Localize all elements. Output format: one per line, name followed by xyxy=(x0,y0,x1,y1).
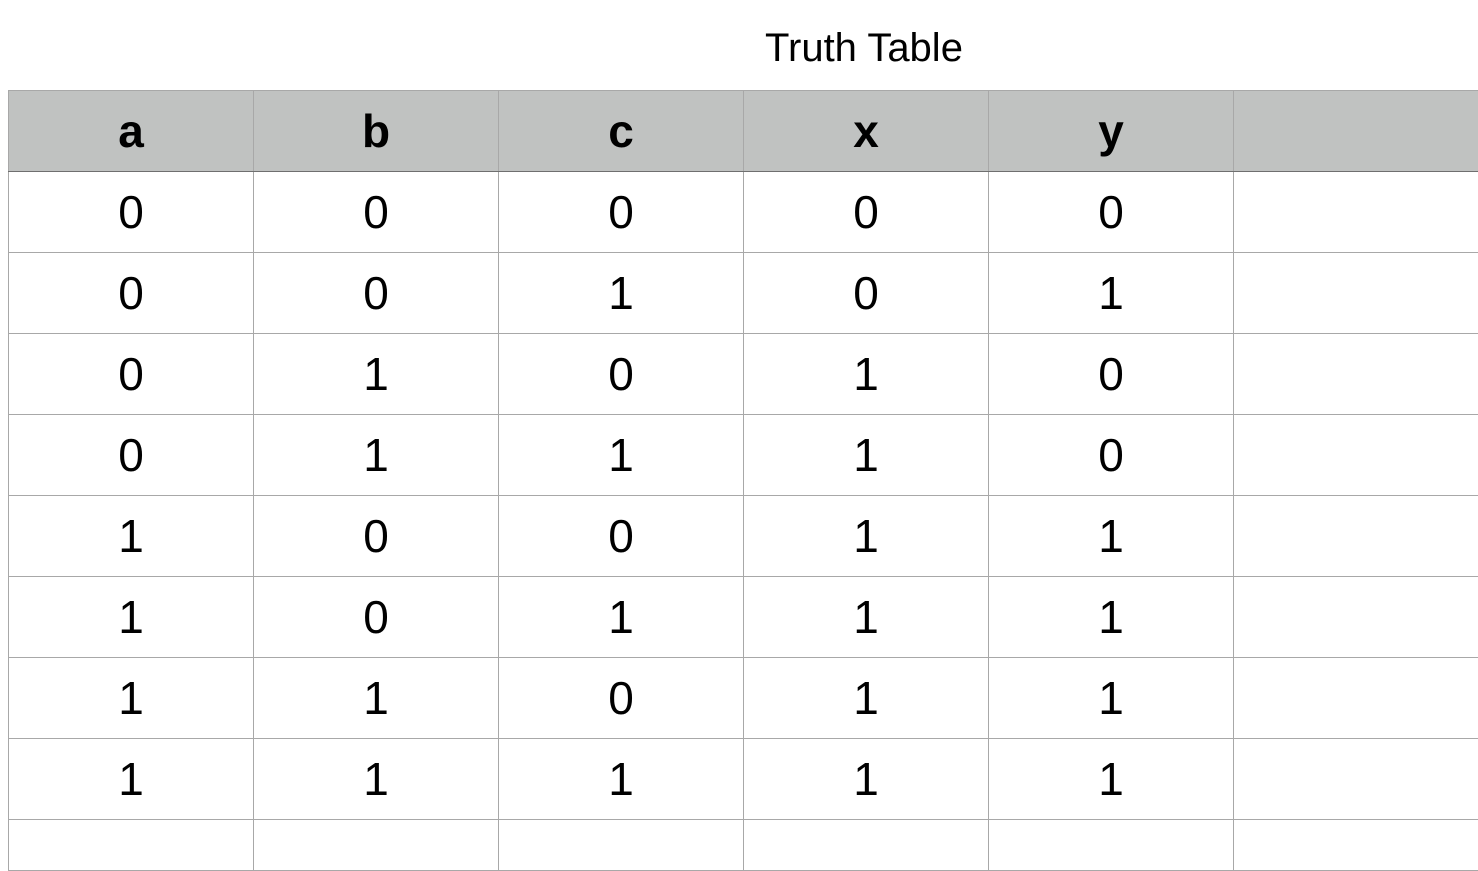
table-title: Truth Table xyxy=(0,24,1478,72)
table-cell[interactable] xyxy=(1234,172,1478,253)
table-cell[interactable] xyxy=(1234,577,1478,658)
table-row xyxy=(9,739,1478,820)
table-cell[interactable] xyxy=(989,820,1234,871)
table-cell[interactable] xyxy=(1234,334,1478,415)
table-row xyxy=(9,658,1478,739)
table-cell[interactable]: 1 xyxy=(744,496,989,577)
table-cell[interactable] xyxy=(1234,253,1478,334)
table-cell[interactable] xyxy=(744,820,989,871)
table-cell[interactable]: 0 xyxy=(254,253,499,334)
table-cell[interactable]: 1 xyxy=(989,739,1234,820)
table-cell[interactable]: 1 xyxy=(744,415,989,496)
table-cell[interactable]: 0 xyxy=(9,415,254,496)
table-row xyxy=(9,334,1478,415)
table-cell[interactable] xyxy=(1234,658,1478,739)
table-cell[interactable]: 0 xyxy=(499,496,744,577)
table-cell[interactable]: 1 xyxy=(9,496,254,577)
table-cell[interactable]: 0 xyxy=(9,253,254,334)
table-cell[interactable] xyxy=(254,820,499,871)
truth-table xyxy=(8,90,1478,871)
table-cell[interactable]: 1 xyxy=(744,577,989,658)
table-row xyxy=(9,415,1478,496)
table-cell[interactable]: 0 xyxy=(499,334,744,415)
table-cell[interactable]: 1 xyxy=(499,577,744,658)
table-row xyxy=(9,577,1478,658)
table-cell[interactable] xyxy=(1234,739,1478,820)
table-cell[interactable]: 0 xyxy=(989,415,1234,496)
table-cell[interactable]: 0 xyxy=(9,172,254,253)
header-cell-a[interactable]: a xyxy=(9,91,254,172)
table-cell[interactable]: 0 xyxy=(9,334,254,415)
table-row xyxy=(9,253,1478,334)
table-cell[interactable]: 1 xyxy=(254,415,499,496)
table-cell[interactable] xyxy=(1234,820,1478,871)
header-cell-y[interactable]: y xyxy=(989,91,1234,172)
table-cell[interactable]: 0 xyxy=(989,172,1234,253)
table-cell[interactable]: 1 xyxy=(989,577,1234,658)
table-cell[interactable]: 1 xyxy=(254,739,499,820)
header-cell-empty[interactable] xyxy=(1234,91,1478,172)
table-cell[interactable]: 1 xyxy=(989,658,1234,739)
table-row xyxy=(9,496,1478,577)
table-cell[interactable]: 1 xyxy=(9,577,254,658)
header-row xyxy=(9,91,1478,172)
table-cell[interactable] xyxy=(1234,496,1478,577)
header-cell-b[interactable]: b xyxy=(254,91,499,172)
table-cell[interactable]: 0 xyxy=(254,577,499,658)
table-cell[interactable]: 1 xyxy=(744,658,989,739)
table-cell[interactable]: 0 xyxy=(499,172,744,253)
table-cell[interactable]: 1 xyxy=(989,253,1234,334)
table-row xyxy=(9,172,1478,253)
table-cell[interactable] xyxy=(1234,415,1478,496)
table-cell[interactable]: 0 xyxy=(254,496,499,577)
table-cell[interactable]: 1 xyxy=(989,496,1234,577)
table-cell[interactable]: 1 xyxy=(9,739,254,820)
table-cell[interactable]: 0 xyxy=(499,658,744,739)
table-cell[interactable]: 1 xyxy=(744,334,989,415)
table-cell[interactable]: 1 xyxy=(254,334,499,415)
table-cell[interactable]: 1 xyxy=(499,253,744,334)
table-cell[interactable]: 1 xyxy=(499,739,744,820)
table-cell[interactable]: 0 xyxy=(254,172,499,253)
table-cell[interactable]: 0 xyxy=(744,253,989,334)
table-cell[interactable]: 1 xyxy=(9,658,254,739)
header-cell-x[interactable]: x xyxy=(744,91,989,172)
table-cell[interactable]: 0 xyxy=(744,172,989,253)
table-cell[interactable]: 1 xyxy=(744,739,989,820)
table-cell[interactable]: 1 xyxy=(499,415,744,496)
table-cell[interactable] xyxy=(499,820,744,871)
table-cell[interactable]: 0 xyxy=(989,334,1234,415)
table-cell[interactable]: 1 xyxy=(254,658,499,739)
table-row xyxy=(9,820,1478,871)
header-cell-c[interactable]: c xyxy=(499,91,744,172)
table-cell[interactable] xyxy=(9,820,254,871)
